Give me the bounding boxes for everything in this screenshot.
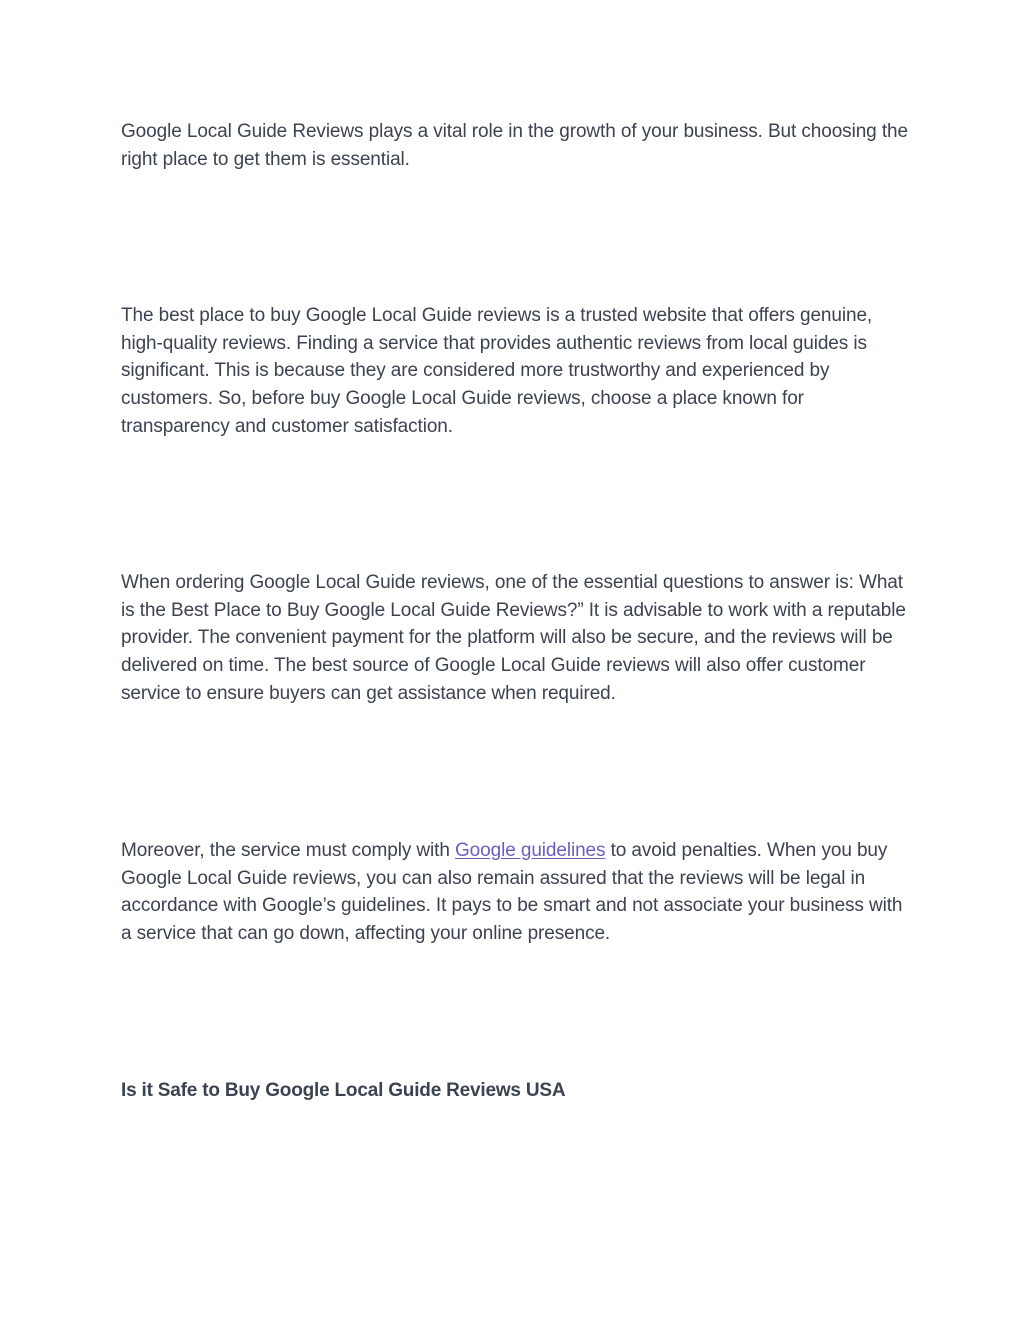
paragraph-best-place: The best place to buy Google Local Guide reviews is a trusted website that offers genuine, high-quality reviews. Finding a service that provides authentic reviews from local guides is significant. This is because they are considered more trustworthy and experienced by customers. So, before buy Google Local Guide reviews, choose a place known for transparency and customer satisfaction. [121, 305, 873, 437]
paragraph-guidelines-after-link: to avoid penalties. When you buy Google Local Guide reviews, you can also remain assured that the reviews will be legal in accordance with Google’s guidelines. It pays to be smart and not associate your business with a service that can go down, affecting your online presence. [121, 840, 903, 945]
section-heading: Is it Safe to Buy Google Local Guide Reviews USA [121, 1080, 566, 1101]
google-guidelines-link[interactable]: Google guidelines [455, 840, 606, 861]
paragraph-ordering: When ordering Google Local Guide reviews, one of the essential questions to answer is: What is the Best Place to Buy Google Local Guide Reviews?” It is advisable to work with a reputable provider. The convenient payment for the platform will also be secure, and the reviews will be delivered on time. The best source of Google Local Guide reviews will also offer customer service to ensure buyers can get assistance when required. [121, 572, 906, 704]
paragraph-guidelines [121, 837, 911, 948]
paragraph-intro: Google Local Guide Reviews plays a vital role in the growth of your business. But choosing the right place to get them is essential. [121, 121, 908, 170]
paragraph-guidelines-before-link: Moreover, the service must comply with [121, 840, 455, 861]
